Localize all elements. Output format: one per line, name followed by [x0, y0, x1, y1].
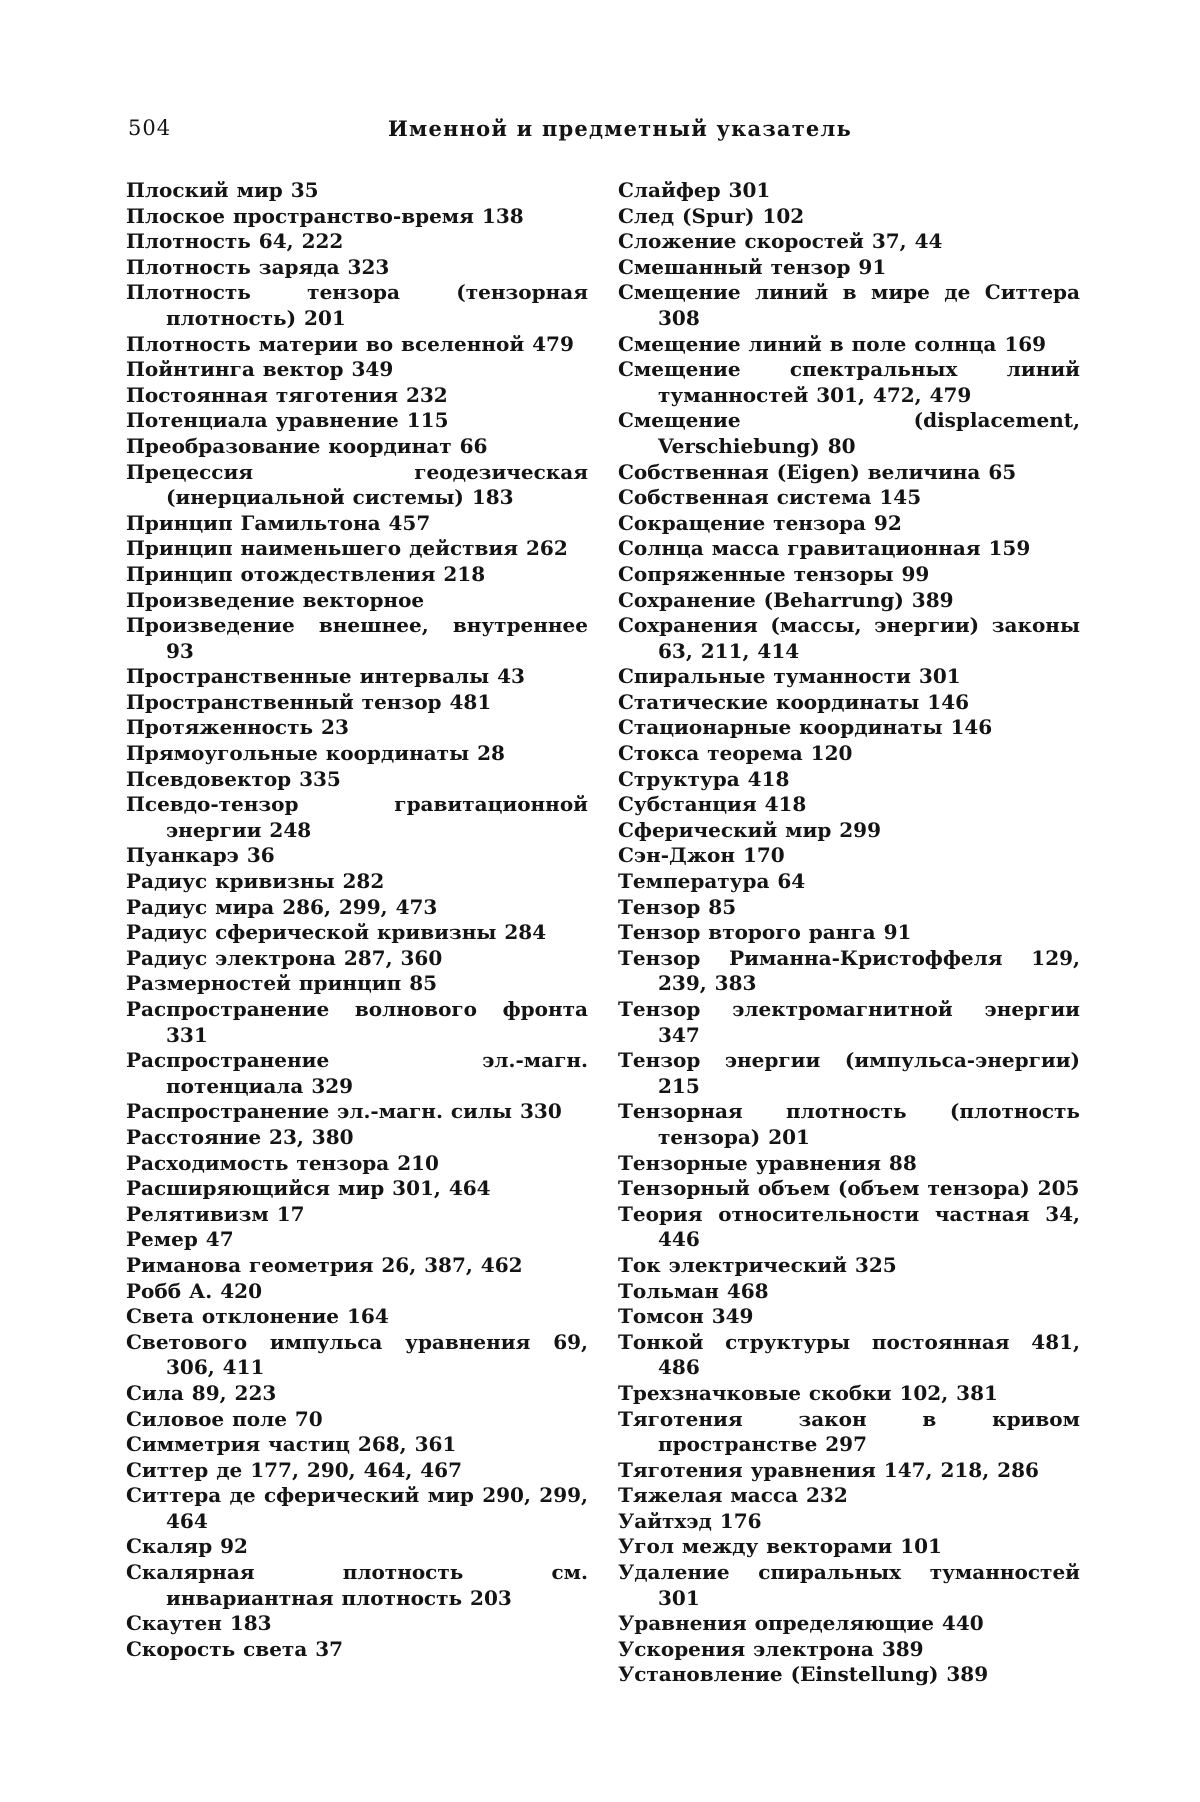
index-entry: Скаляр 92 [126, 1534, 248, 1559]
index-entry: Ситтера де сферический мир 290, 299, 464 [126, 1483, 588, 1533]
index-entry: Установление (Einstellung) 389 [618, 1662, 989, 1687]
index-entry: Распространение эл.-магн. потенциала 329 [126, 1048, 588, 1098]
running-title: Именной и предметный указатель [388, 116, 852, 141]
index-entry: Субстанция 418 [618, 792, 807, 817]
index-entry: Смешанный тензор 91 [618, 254, 887, 279]
index-entry: Протяженность 23 [126, 715, 349, 740]
index-entry: Сохранение (Beharrung) 389 [618, 587, 954, 612]
index-entry: Уайтхэд 176 [618, 1508, 762, 1533]
index-entry: Псевдовектор 335 [126, 766, 341, 791]
index-entry: Принцип Гамильтона 457 [126, 510, 431, 535]
index-entry: Радиус кривизны 282 [126, 869, 385, 894]
index-entry: Плоский мир 35 [126, 178, 319, 202]
index-entry: Тензорные уравнения 88 [618, 1150, 917, 1175]
index-entry: Теория относительности частная 34, 446 [618, 1201, 1080, 1252]
index-entry: Римановa геометрия 26, 387, 462 [126, 1252, 523, 1277]
index-entry: Расширяющийся мир 301, 464 [126, 1176, 491, 1201]
index-entry: Прямоугольные координаты 28 [126, 741, 505, 766]
index-entry: Томсон 349 [618, 1304, 754, 1329]
index-entry: Плоское пространство-время 138 [126, 203, 524, 228]
index-entry: Радиус сферической кривизны 284 [126, 920, 547, 945]
index-entry: Удаление спиральных туманностей 301 [618, 1560, 1080, 1610]
index-entry: Принцип наименьшего действия 262 [126, 536, 568, 561]
index-column-left [126, 178, 588, 1662]
index-entry: Робб А. 420 [126, 1278, 262, 1303]
index-entry: Плотность заряда 323 [126, 254, 390, 279]
index-entry: Ремер 47 [126, 1227, 234, 1252]
index-entry: Тензорная плотность (плотность тензора) 201 [618, 1099, 1080, 1149]
index-entry: Пуанкарэ 36 [126, 843, 275, 868]
index-entry: Тензор 85 [618, 894, 737, 919]
index-entry: Радиус мира 286, 299, 473 [126, 894, 438, 919]
index-entry: Смещение (displacement, Verschiebung) 80 [618, 408, 1080, 458]
index-entry: Температура 64 [618, 869, 806, 894]
page-number: 504 [128, 116, 172, 140]
index-entry: Смещение линий в поле солнца 169 [618, 331, 1047, 356]
index-entry: Скалярная плотность см. инвариантная плотность 203 [126, 1560, 588, 1610]
index-entry: Релятивизм 17 [126, 1201, 305, 1226]
index-entry: Статические координаты 146 [618, 689, 970, 714]
index-entry: Распространение эл.-магн. силы 330 [126, 1099, 562, 1124]
index-entry: След (Spur) 102 [618, 203, 805, 228]
index-entry: Тяготения закон в кривом пространстве 297 [618, 1406, 1080, 1457]
index-entry: Солнца масса гравитационная 159 [618, 536, 1031, 561]
index-entry: Сокращение тензора 92 [618, 510, 902, 535]
index-entry: Ускорения электрона 389 [618, 1636, 924, 1661]
index-entry: Сложение скоростей 37, 44 [618, 229, 943, 254]
index-entry: Тензор Риманна-Кристоффеля 129, 239, 383 [618, 945, 1080, 996]
index-entry: Тольман 468 [618, 1278, 769, 1303]
index-entry: Плотность материи во вселенной 479 [126, 331, 574, 356]
index-entry: Стационарные координаты 146 [618, 715, 993, 740]
index-entry: Тензор второго ранга 91 [618, 920, 912, 945]
index-entry: Стокса теорема 120 [618, 741, 853, 766]
index-entry: Потенциала уравнение 115 [126, 408, 449, 433]
index-entry: Структура 418 [618, 766, 790, 791]
index-entry: Произведение внешнее, внутреннее 93 [126, 613, 588, 663]
index-entry: Псевдо-тензор гравитационной энергии 248 [126, 792, 588, 842]
index-entry: Расходимость тензора 210 [126, 1150, 439, 1175]
index-entry: Тензор энергии (импульса-энергии) 215 [618, 1048, 1080, 1098]
index-entry: Ток электрический 325 [618, 1252, 897, 1277]
index-entry: Тензор электромагнитной энергии 347 [618, 997, 1080, 1047]
index-entry: Собственная система 145 [618, 485, 922, 510]
index-entry: Тяжелая масса 232 [618, 1483, 848, 1508]
running-header [128, 116, 1078, 150]
index-entry: Симметрия частиц 268, 361 [126, 1432, 457, 1457]
index-entry: Размерностей принцип 85 [126, 971, 438, 996]
index-entry: Уравнения определяющие 440 [618, 1611, 984, 1636]
index-column-right [618, 178, 1080, 1688]
index-entry: Распространение волнового фронта 331 [126, 997, 588, 1047]
index-entry: Сферический мир 299 [618, 817, 882, 842]
index-entry: Смещение линий в мире де Ситтера 308 [618, 280, 1080, 330]
index-entry: Прецессия геодезическая (инерциальной системы) 183 [126, 459, 588, 510]
index-entry: Расстояние 23, 380 [126, 1124, 354, 1149]
index-entry: Трехзначковые скобки 102, 381 [618, 1380, 998, 1405]
index-entry: Угол между векторами 101 [618, 1534, 942, 1559]
index-entry: Сопряженные тензоры 99 [618, 561, 930, 586]
index-entry: Смещение спектральных линий туманностей 301, 472, 479 [618, 357, 1080, 407]
index-entry: Светового импульса уравнения 69, 306, 411 [126, 1329, 588, 1380]
index-entry: Скаутен 183 [126, 1611, 272, 1636]
index-entry: Слайфер 301 [618, 178, 771, 202]
index-entry: Тензорный объем (объем тензора) 205 [618, 1176, 1080, 1201]
index-entry: Пространственные интервалы 43 [126, 664, 525, 689]
index-entry: Сохранения (массы, энергии) законы 63, 211, 414 [618, 613, 1080, 663]
index-entry: Радиус электрона 287, 360 [126, 945, 443, 970]
index-entry: Тяготения уравнения 147, 218, 286 [618, 1457, 1039, 1482]
index-entry: Пойнтинга вектор 349 [126, 357, 394, 382]
index-entry: Света отклонение 164 [126, 1304, 389, 1329]
index-entry: Силовое поле 70 [126, 1406, 323, 1431]
index-entry: Принцип отождествления 218 [126, 561, 486, 586]
index-entry: Сила 89, 223 [126, 1380, 277, 1405]
index-entry: Постоянная тяготения 232 [126, 382, 448, 407]
index-entry: Тонкой структуры постоянная 481, 486 [618, 1329, 1080, 1380]
index-entry: Ситтер де 177, 290, 464, 467 [126, 1457, 462, 1482]
index-entry: Преобразование координат 66 [126, 433, 488, 458]
index-entry: Плотность 64, 222 [126, 229, 344, 254]
index-entry: Плотность тензора (тензорная плотность) 201 [126, 280, 588, 330]
index-entry: Сэн-Джон 170 [618, 843, 785, 868]
index-entry: Собственная (Eigen) величина 65 [618, 459, 1017, 484]
index-entry: Спиральные туманности 301 [618, 664, 961, 689]
index-entry: Произведение векторное [126, 587, 425, 612]
index-entry: Скорость света 37 [126, 1636, 344, 1661]
index-entry: Пространственный тензор 481 [126, 689, 492, 714]
